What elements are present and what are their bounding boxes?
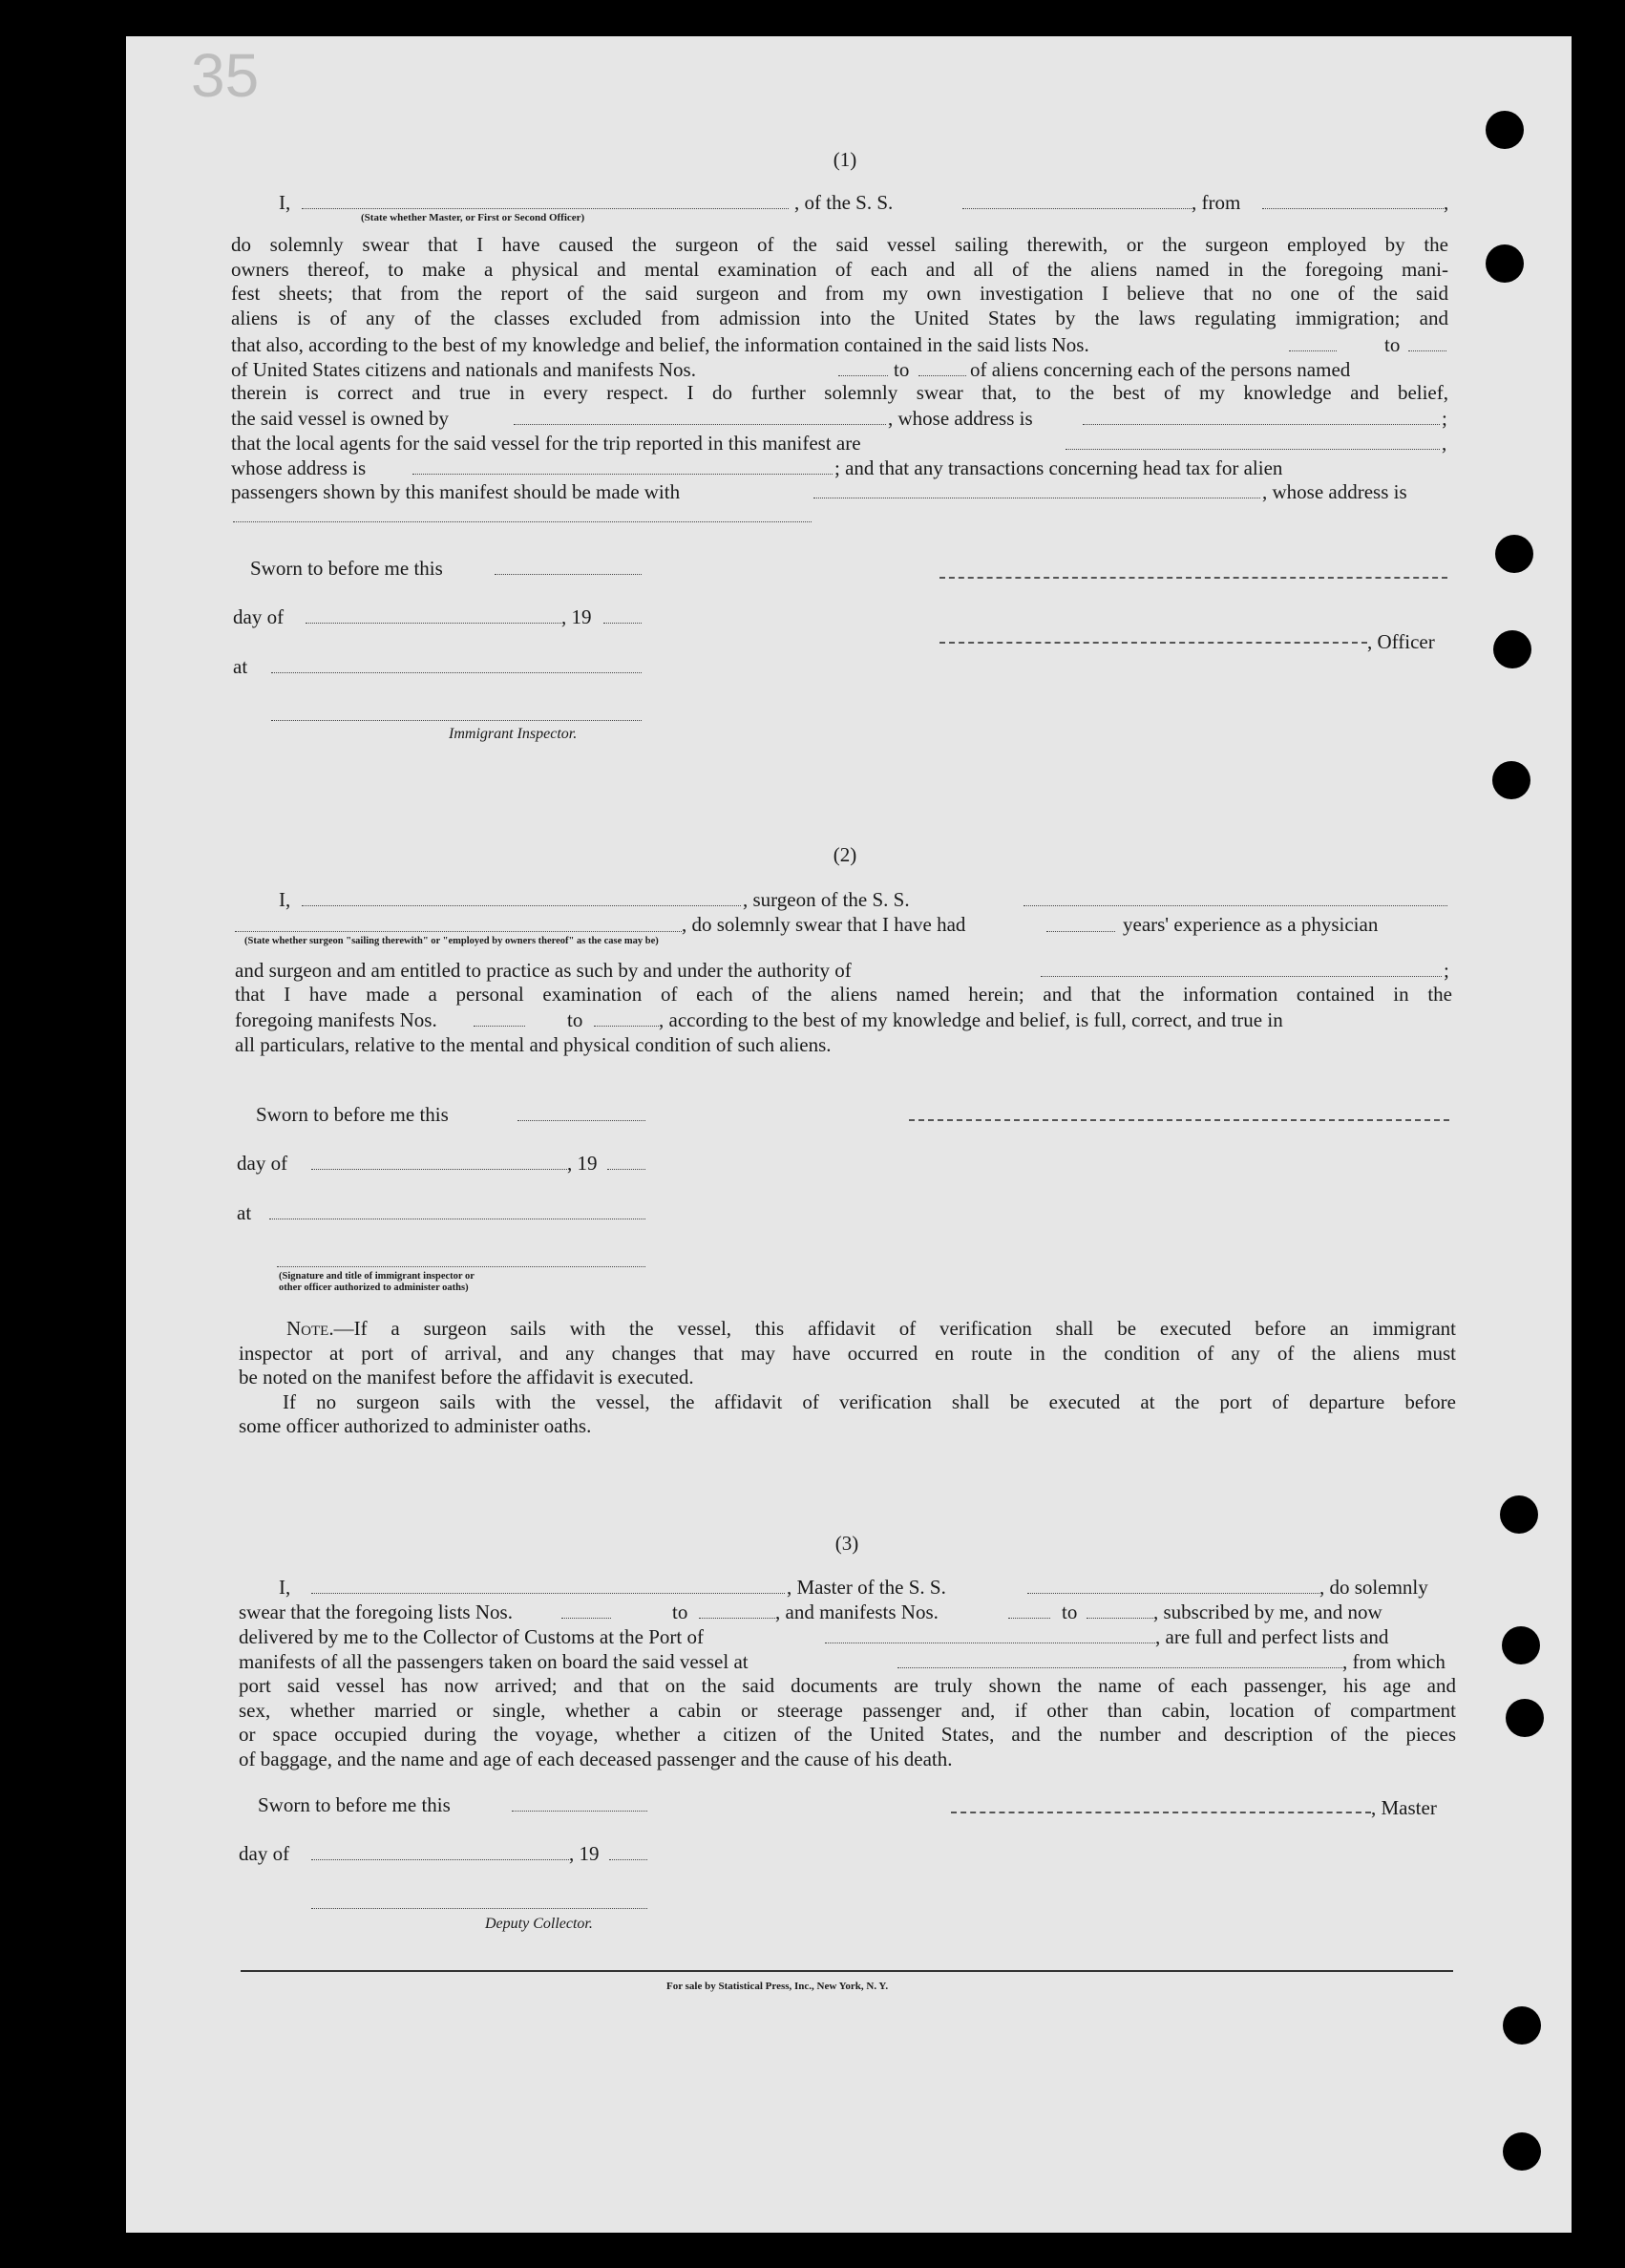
oath-text: that the local agents for the said vessel for the trip reported in this manifest are (231, 432, 861, 455)
oath-paragraph (239, 1674, 1456, 1771)
oath-text: whose address is (231, 456, 367, 479)
punch-hole (1503, 2006, 1541, 2045)
oath-line: or space occupied during the voyage, whether a citizen of the United States, and the number and description of the pieces (239, 1723, 1456, 1747)
punch-hole (1500, 1495, 1538, 1534)
oath-text: the said vessel is owned by (231, 407, 450, 430)
oath-text: ; (1444, 959, 1449, 982)
oath-text: , of the S. S. (794, 191, 894, 214)
oath-text: of aliens concerning each of the persons named (970, 358, 1351, 381)
note-line: If no surgeon sails with the vessel, the affidavit of verification shall be executed at the port of departure before (283, 1389, 1456, 1413)
oath-line: do solemnly swear that I have caused the surgeon of the said vessel sailing therewith, or the surgeon employed by the (231, 233, 1448, 256)
punch-hole (1506, 1699, 1544, 1737)
oath-text: , do solemnly (1319, 1576, 1428, 1599)
year-label: , 19 (561, 605, 592, 628)
page-stamp: 35 (191, 41, 260, 110)
oath-text: to (894, 358, 910, 381)
oath-text: foregoing manifests Nos. (235, 1008, 437, 1031)
punch-hole (1495, 535, 1533, 573)
oath-text: , (1442, 432, 1447, 455)
oath-text: , whose address is (1262, 480, 1407, 503)
oath-text: passengers shown by this manifest should be made with (231, 480, 681, 503)
field-hint: (State whether Master, or First or Second Officer) (361, 212, 585, 223)
oath-paragraph (231, 233, 1448, 330)
oath-text: that also, according to the best of my knowledge and belief, the information contained in the said lists Nos. (231, 333, 1089, 356)
oath-text: ; (1442, 407, 1447, 430)
year-label: , 19 (569, 1842, 600, 1865)
footer-rule (241, 1970, 1453, 1972)
oath-line: that I have made a personal examination of each of the aliens named herein; and that the information contained in the (235, 983, 1452, 1006)
punch-hole (1503, 2132, 1541, 2171)
note-line: some officer authorized to administer oaths. (239, 1414, 592, 1438)
section-number: (1) (833, 148, 857, 171)
oath-text: to (1062, 1600, 1078, 1623)
oath-text: swear that the foregoing lists Nos. (239, 1600, 513, 1623)
oath-text: , according to the best of my knowledge and belief, is full, correct, and true in (659, 1008, 1283, 1031)
punch-hole (1486, 244, 1524, 283)
punch-hole (1486, 111, 1524, 149)
oath-text: manifests of all the passengers taken on board the said vessel at (239, 1650, 749, 1673)
section-number: (3) (834, 1532, 859, 1555)
oath-text: , (1444, 191, 1449, 214)
oath-line: owners thereof, to make a physical and mental examination of each and all of the aliens named in the foregoing mani- (231, 257, 1448, 281)
sworn-label: Sworn to before me this (256, 1103, 449, 1126)
oath-text: , from (1192, 191, 1241, 214)
oath-text: to (672, 1600, 688, 1623)
day-label: day of (239, 1842, 290, 1865)
oath-text: , are full and perfect lists and (1155, 1625, 1389, 1648)
note-line: be noted on the manifest before the affidavit is executed. (239, 1366, 694, 1389)
oath-text: , surgeon of the S. S. (743, 888, 910, 911)
oath-line: fest sheets; that from the report of the said surgeon and from my own investigation I believe that no one of the said (231, 282, 1448, 306)
oath-text: to (1384, 333, 1401, 356)
oath-text: all particulars, relative to the mental and physical condition of such aliens. (235, 1033, 832, 1056)
oath-line: of baggage, and the name and age of each deceased passenger and the cause of his death. (239, 1747, 953, 1770)
oath-text: , subscribed by me, and now (1153, 1600, 1382, 1623)
oath-line: aliens is of any of the classes excluded from admission into the United States by the laws regulating immigration; and (231, 306, 1448, 329)
inspector-caption: Immigrant Inspector. (449, 726, 578, 742)
sworn-label: Sworn to before me this (250, 557, 443, 580)
at-label: at (233, 655, 248, 678)
note-line: —If a surgeon sails with the vessel, this affidavit of verification shall be executed before an immigrant (333, 1317, 1456, 1340)
master-label: , Master (1371, 1796, 1437, 1819)
year-label: , 19 (567, 1152, 598, 1175)
sworn-label: Sworn to before me this (258, 1793, 451, 1816)
oath-line: port said vessel has now arrived; and that on the said documents are truly shown the name of each passenger, his age and (239, 1674, 1456, 1697)
punch-hole (1502, 1626, 1540, 1664)
oath-text: , do solemnly swear that I have had (682, 913, 966, 936)
oath-text: I, (279, 191, 291, 214)
oath-text: , whose address is (888, 407, 1033, 430)
oath-text: delivered by me to the Collector of Customs at the Port of (239, 1625, 704, 1648)
collector-caption: Deputy Collector. (485, 1916, 593, 1932)
oath-text: of United States citizens and nationals and manifests Nos. (231, 358, 696, 381)
note-line: inspector at port of arrival, and any changes that may have occurred en route in the condition of any of the aliens must (239, 1341, 1456, 1365)
oath-text: and surgeon and am entitled to practice as such by and under the authority of (235, 959, 852, 982)
day-label: day of (237, 1152, 288, 1175)
signature-hint: other officer authorized to administer oaths) (279, 1282, 469, 1293)
field-hint: (State whether surgeon "sailing therewith" or "employed by owners thereof" as the case may be) (244, 936, 659, 946)
oath-text: years' experience as a physician (1123, 913, 1379, 936)
oath-text: I, (279, 888, 291, 911)
signature-hint: (Signature and title of immigrant inspector or (279, 1271, 475, 1282)
oath-text: , Master of the S. S. (787, 1576, 946, 1599)
at-label: at (237, 1201, 252, 1224)
oath-line: sex, whether married or single, whether a cabin or steerage passenger and, if other than cabin, location of compartment (239, 1698, 1456, 1722)
oath-text: ; and that any transactions concerning head tax for alien (834, 456, 1283, 479)
oath-text: to (567, 1008, 583, 1031)
oath-text: I, (279, 1576, 291, 1599)
punch-hole (1493, 630, 1531, 668)
note-paragraph (239, 1317, 1456, 1439)
day-label: day of (233, 605, 285, 628)
printer-credit: For sale by Statistical Press, Inc., New York, N. Y. (666, 1981, 889, 1992)
oath-line: therein is correct and true in every respect. I do further solemnly swear that, to the best of my knowledge and belief, (231, 381, 1448, 404)
oath-text: , and manifests Nos. (775, 1600, 939, 1623)
punch-hole (1492, 761, 1530, 799)
oath-text: , from which (1342, 1650, 1446, 1673)
note-label: Note. (286, 1317, 334, 1340)
officer-label: , Officer (1367, 630, 1435, 653)
section-number: (2) (833, 843, 857, 866)
